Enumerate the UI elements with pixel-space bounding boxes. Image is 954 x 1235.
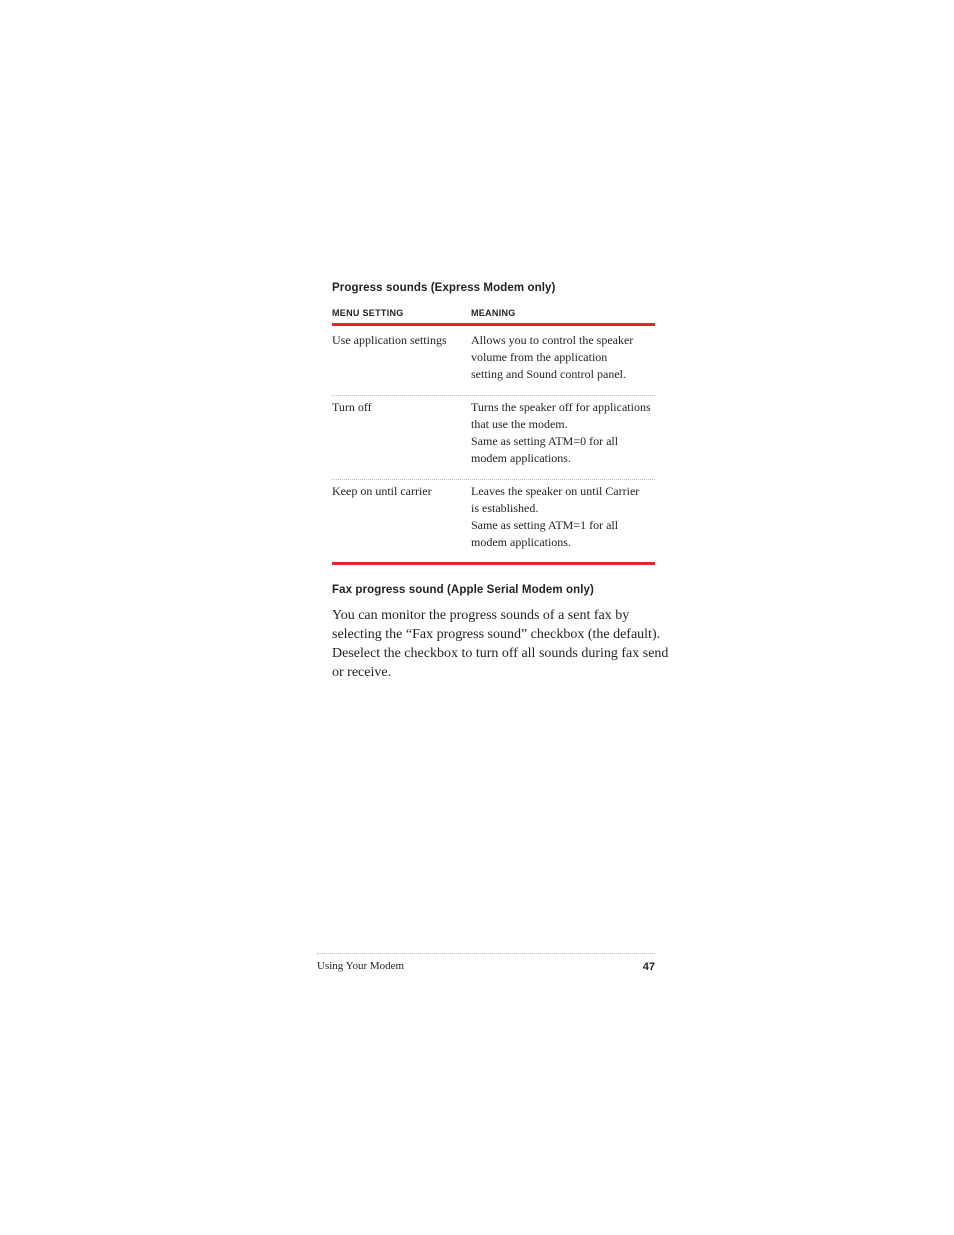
- paragraph-line: or receive.: [332, 665, 392, 680]
- section-heading: Fax progress sound (Apple Serial Modem only): [332, 584, 594, 596]
- table-bottom-rule: [332, 562, 655, 565]
- meaning-line: is established.: [471, 501, 539, 515]
- table-row-3-meaning: [471, 483, 661, 551]
- page-number: 47: [642, 961, 655, 973]
- footer-chapter-title: Using Your Modem: [317, 960, 405, 972]
- meaning-line: Turns the speaker off for applications: [471, 400, 651, 414]
- table-title: Progress sounds (Express Modem only): [332, 282, 556, 294]
- meaning-line: that use the modem.: [471, 417, 568, 431]
- column-header-meaning: MEANING: [471, 308, 516, 318]
- table-row-1-setting: Use application settings: [332, 333, 447, 347]
- meaning-line: Same as setting ATM=0 for all: [471, 434, 619, 448]
- row-divider: [332, 479, 655, 480]
- meaning-line: modem applications.: [471, 535, 571, 549]
- meaning-line: modem applications.: [471, 451, 571, 465]
- meaning-line: setting and Sound control panel.: [471, 367, 626, 381]
- meaning-line: Same as setting ATM=1 for all: [471, 518, 619, 532]
- table-row-1-meaning: [471, 332, 661, 383]
- table-row-2-setting: Turn off: [332, 400, 372, 414]
- table-row-2-meaning: [471, 399, 661, 467]
- footer-rule: [317, 953, 655, 954]
- meaning-line: Allows you to control the speaker: [471, 333, 634, 347]
- row-divider: [332, 395, 655, 396]
- column-header-menu-setting: MENU SETTING: [332, 308, 404, 318]
- table-top-rule: [332, 323, 655, 326]
- body-paragraph: [332, 606, 669, 682]
- paragraph-line: You can monitor the progress sounds of a sent fax by: [332, 608, 630, 623]
- meaning-line: volume from the application: [471, 350, 608, 364]
- table-row-3-setting: Keep on until carrier: [332, 484, 432, 498]
- paragraph-line: Deselect the checkbox to turn off all sounds during fax send: [332, 646, 669, 661]
- paragraph-line: selecting the “Fax progress sound” checkbox (the default).: [332, 627, 661, 642]
- meaning-line: Leaves the speaker on until Carrier: [471, 484, 640, 498]
